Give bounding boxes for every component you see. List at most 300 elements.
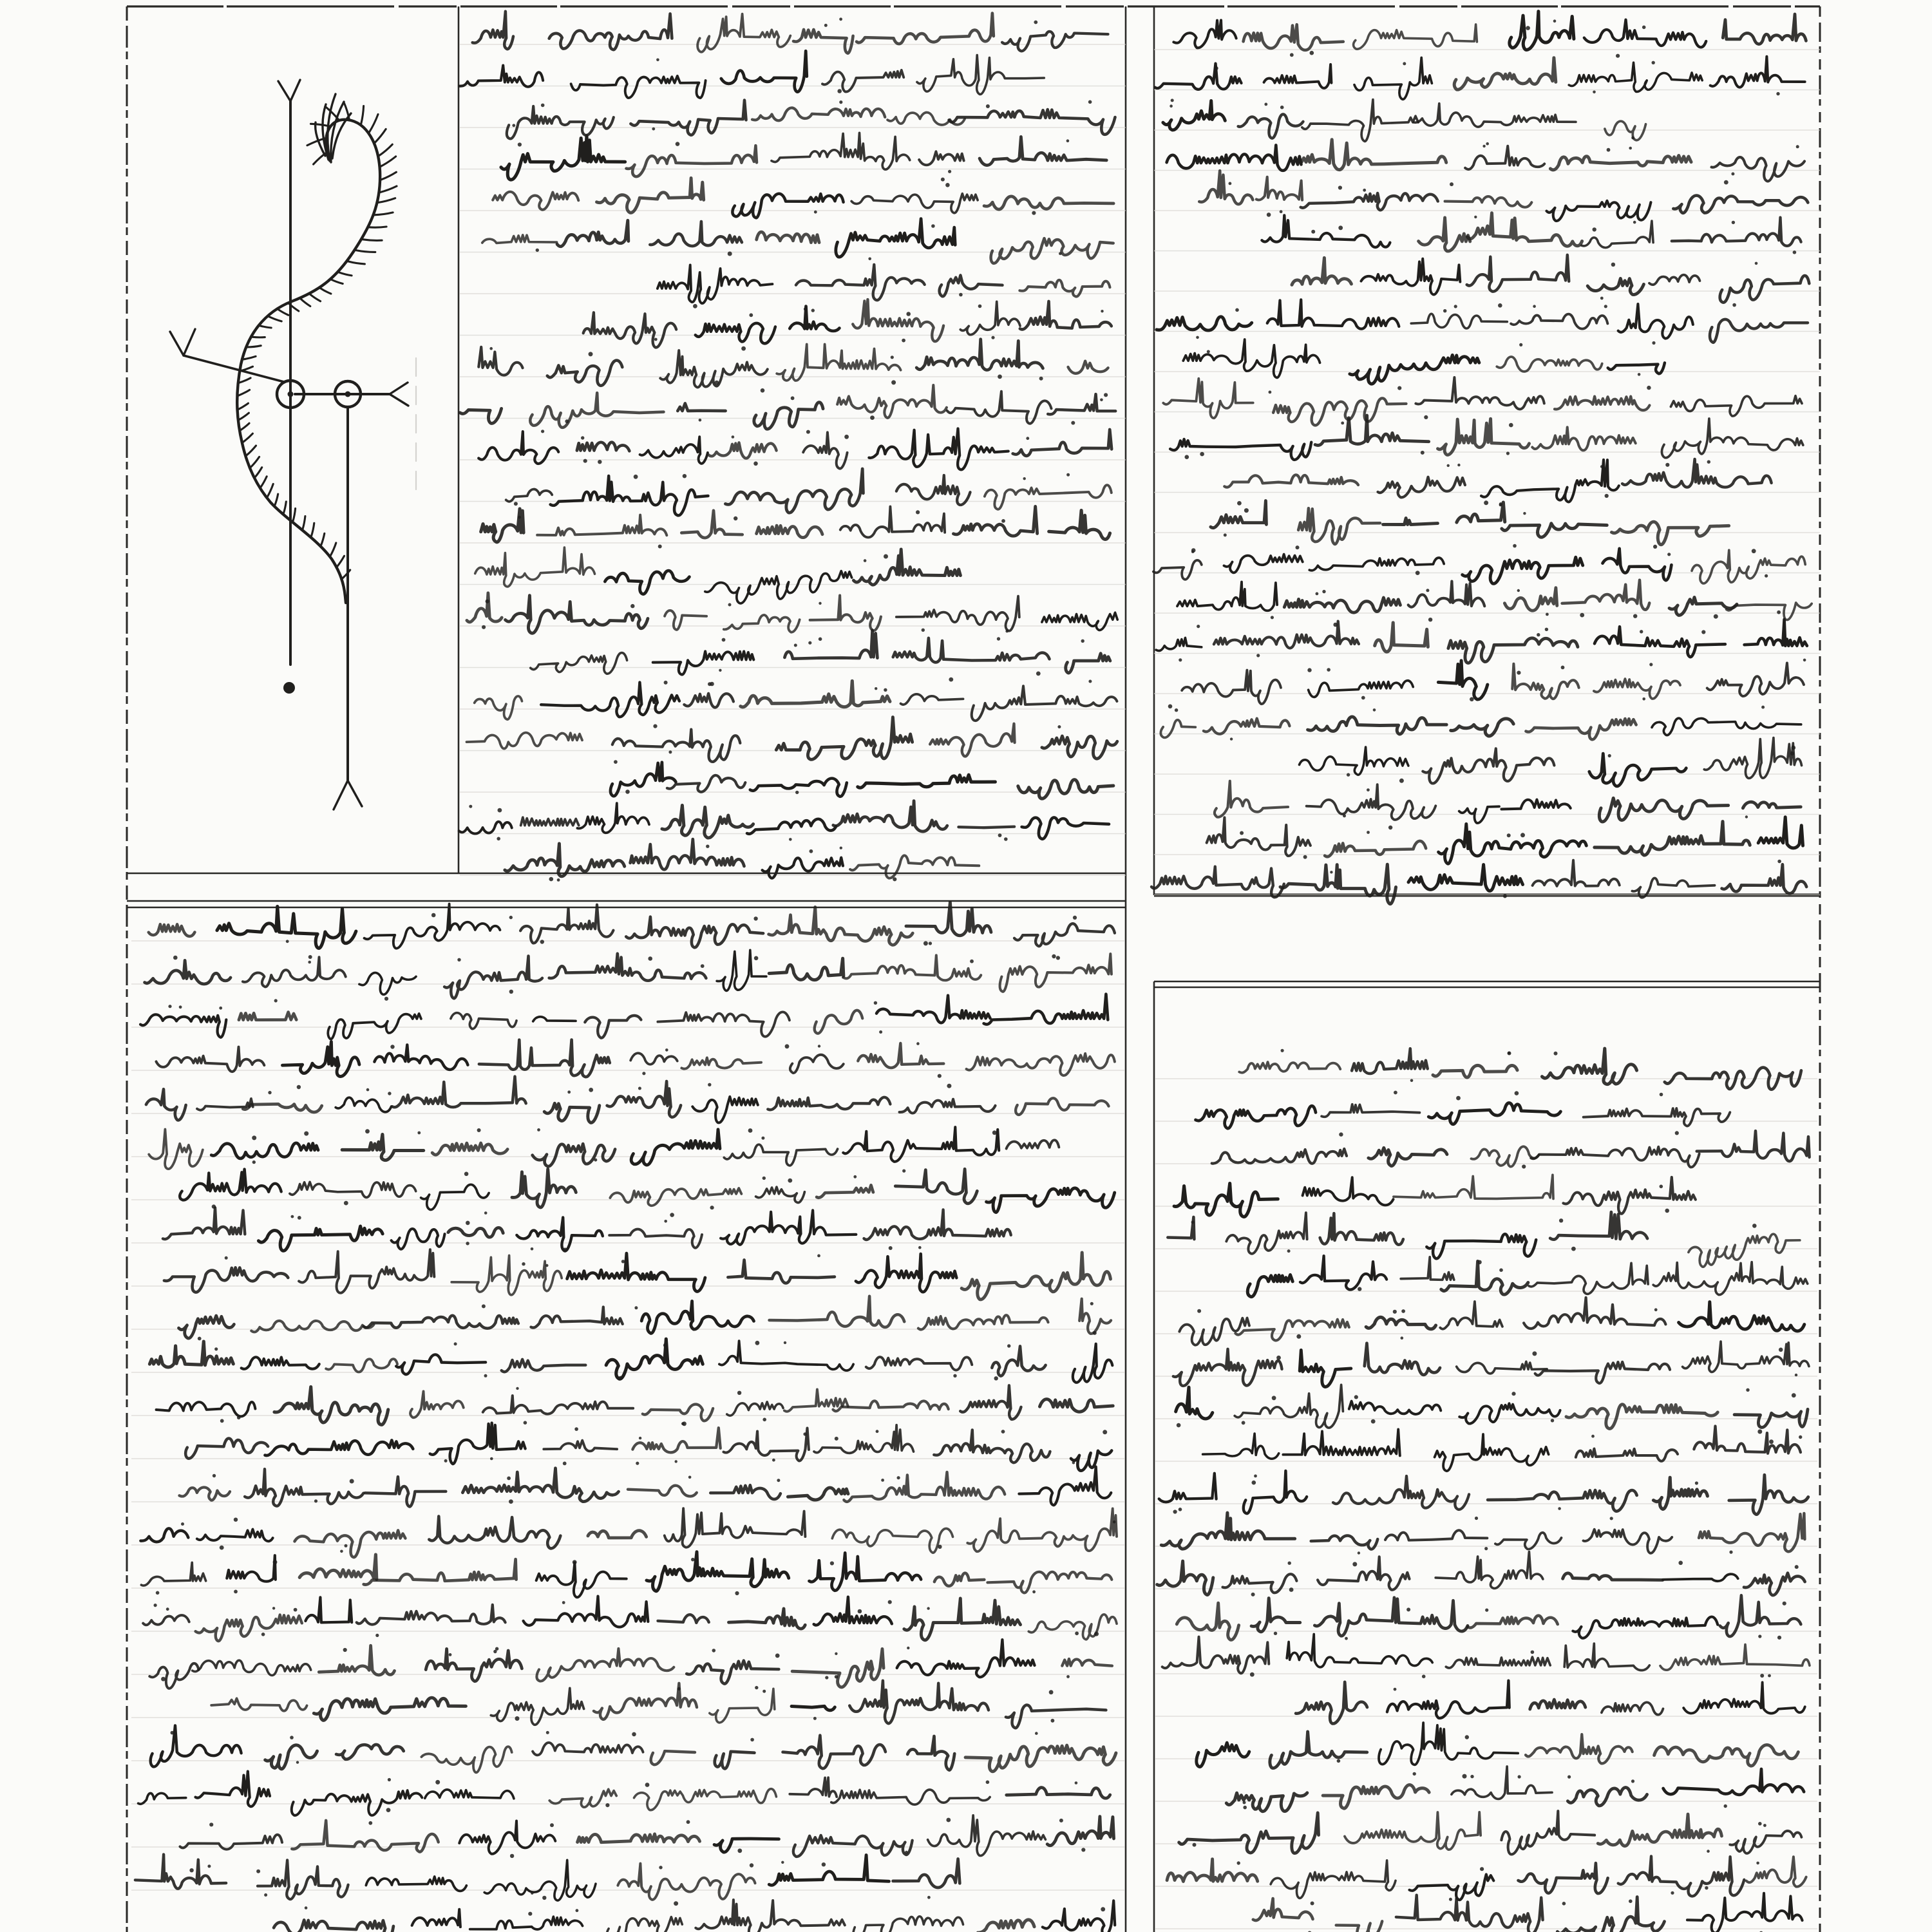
diacritic-dot	[1482, 145, 1485, 147]
handwriting-word	[609, 1229, 702, 1248]
handwriting-word	[719, 1341, 853, 1370]
handwriting-word	[1463, 557, 1583, 583]
handwriting-word	[754, 402, 823, 429]
diacritic-dot	[1752, 1224, 1757, 1228]
diacritic-dot	[681, 1422, 685, 1425]
handwriting-word	[840, 507, 945, 538]
handwriting-word	[357, 1605, 506, 1625]
handwriting-word	[626, 917, 763, 948]
handwriting-word	[980, 137, 1106, 165]
handwriting-word	[928, 1815, 1046, 1856]
handwriting-word	[1595, 627, 1725, 657]
diacritic-dot	[1795, 1565, 1799, 1569]
handwriting-word	[265, 1440, 413, 1455]
handwriting-word	[421, 1747, 511, 1772]
handwriting-word	[1576, 1449, 1678, 1461]
handwriting-word	[1375, 623, 1428, 652]
handwriting-word	[1529, 1263, 1648, 1294]
serpent-hatch-tick	[247, 346, 261, 347]
handwriting-word	[571, 76, 706, 98]
handwriting-word	[1048, 394, 1115, 414]
diacritic-dot	[748, 1128, 753, 1133]
diacritic-dot	[1604, 305, 1607, 308]
diacritic-dot	[753, 916, 757, 920]
diacritic-dot	[1519, 343, 1522, 346]
handwriting-word	[1321, 1104, 1419, 1117]
handwriting-word	[326, 1359, 397, 1372]
diacritic-dot	[706, 845, 709, 848]
diacritic-dot	[844, 435, 849, 439]
handwriting-word	[1226, 1793, 1307, 1812]
handwriting-word	[1071, 1450, 1112, 1470]
diacritic-dot	[1075, 1631, 1079, 1635]
handwriting-word	[557, 220, 629, 246]
handwriting-word	[612, 730, 740, 762]
handwriting-word	[1047, 1817, 1113, 1846]
diacritic-dot	[1768, 1674, 1771, 1678]
handwriting-word	[978, 1920, 1034, 1932]
diacritic-dot	[1475, 1517, 1478, 1520]
diacritic-dot	[1484, 500, 1488, 505]
handwriting-word	[833, 1401, 949, 1411]
diacritic-dot	[1470, 697, 1474, 702]
handwriting-word	[578, 1834, 700, 1842]
handwriting-word	[336, 1097, 392, 1112]
handwriting-word	[1296, 1682, 1367, 1724]
diacritic-dot	[1485, 1609, 1488, 1612]
handwriting-word	[196, 1772, 270, 1807]
handwriting-word	[531, 653, 627, 674]
handwriting-word	[1173, 1349, 1282, 1386]
handwriting-word	[961, 1253, 1110, 1300]
handwriting-word	[1448, 638, 1578, 663]
handwriting-word	[893, 638, 1050, 663]
diacritic-dot	[1072, 1461, 1075, 1464]
diacritic-dot	[444, 1459, 448, 1463]
diacritic-dot	[1756, 1862, 1759, 1865]
handwriting-word	[967, 1054, 1115, 1075]
handwriting-word	[769, 958, 844, 980]
diacritic-dot	[296, 1761, 299, 1763]
handwriting-word	[1300, 1256, 1387, 1289]
diacritic-dot	[1605, 494, 1609, 498]
handwriting-word	[1197, 1743, 1249, 1766]
handwriting-word	[1563, 1177, 1695, 1214]
handwriting-word	[1215, 781, 1288, 817]
handwriting-word	[1016, 1098, 1108, 1115]
diacritic-dot	[931, 224, 935, 228]
diacritic-dot	[1388, 826, 1392, 829]
diacritic-dot	[581, 436, 584, 439]
handwriting-word	[1264, 64, 1332, 88]
diacritic-dot	[654, 338, 658, 341]
handwriting-word	[628, 1486, 697, 1497]
handwriting-word	[1396, 1895, 1543, 1932]
handwriting-word	[696, 323, 775, 344]
handwriting-word	[533, 1144, 615, 1166]
diacritic-dot	[314, 1499, 317, 1502]
serpent-hatch-tick	[361, 106, 364, 124]
text-column-top-right	[1151, 12, 1820, 904]
diacritic-dot	[1394, 1688, 1397, 1691]
diacritic-dot	[1229, 182, 1232, 185]
handwriting-word	[1177, 1603, 1238, 1640]
diacritic-dot	[1001, 519, 1005, 523]
diacritic-dot	[189, 1868, 193, 1872]
handwriting-word	[1564, 1643, 1649, 1671]
diacritic-dot	[1416, 571, 1420, 575]
handwriting-word	[1595, 822, 1750, 855]
handwriting-word	[1510, 12, 1574, 50]
handwriting-word	[1439, 824, 1587, 864]
handwriting-word	[681, 511, 742, 538]
handwriting-word	[1745, 620, 1807, 646]
diacritic-dot	[1760, 1674, 1764, 1678]
handwriting-word	[1445, 196, 1532, 207]
handwriting-word	[156, 1047, 264, 1072]
handwriting-word	[1000, 954, 1112, 992]
diacritic-dot	[853, 1175, 857, 1179]
diacritic-dot	[675, 1460, 677, 1463]
handwriting-word	[658, 1012, 790, 1036]
diacritic-dot	[922, 629, 925, 632]
handwriting-word	[653, 651, 754, 674]
diacritic-dot	[888, 1600, 892, 1604]
handwriting-word	[1022, 817, 1109, 838]
handwriting-word	[1612, 522, 1729, 544]
diacritic-dot	[1032, 1590, 1036, 1593]
handwriting-word	[396, 1354, 486, 1374]
handwriting-word	[741, 681, 890, 707]
handwriting-word	[626, 146, 757, 176]
handwriting-word	[697, 14, 790, 52]
diacritic-dot	[1337, 1759, 1341, 1763]
diacritic-dot	[1498, 303, 1502, 308]
diacritic-dot	[1367, 788, 1370, 791]
diacritic-dot	[490, 1457, 493, 1461]
diacritic-dot	[794, 644, 797, 647]
diacritic-dot	[1642, 697, 1645, 701]
handwriting-word	[965, 1745, 1116, 1772]
handwriting-word	[1002, 32, 1108, 51]
handwriting-word	[1679, 1302, 1804, 1331]
serpent-hatch-tick	[269, 316, 281, 321]
diacritic-dot	[884, 554, 888, 559]
diacritic-dot	[875, 687, 877, 690]
handwriting-word	[1710, 57, 1805, 88]
handwriting-word	[1244, 1471, 1307, 1513]
handwriting-word	[180, 1487, 231, 1500]
diacritic-dot	[1250, 1672, 1255, 1677]
diacritic-dot	[1401, 1309, 1405, 1313]
diacritic-dot	[1394, 1091, 1397, 1095]
diacritic-dot	[234, 1518, 238, 1522]
diacritic-dot	[1562, 1902, 1566, 1906]
handwriting-word	[810, 596, 881, 631]
diacritic-dot	[1267, 213, 1271, 217]
handwriting-word	[1271, 1861, 1396, 1899]
diacritic-dot	[305, 1906, 308, 1909]
handwriting-word	[1408, 865, 1523, 891]
handwriting-word	[1267, 299, 1399, 328]
diacritic-dot	[699, 419, 702, 422]
handwriting-word	[1079, 1299, 1111, 1334]
handwriting-word	[1066, 654, 1110, 673]
diacritic-dot	[209, 1823, 213, 1826]
handwriting-word	[1722, 864, 1807, 893]
diacritic-dot	[907, 1647, 909, 1649]
diacritic-dot	[1036, 672, 1041, 676]
handwriting-word	[1457, 502, 1505, 522]
diacritic-dot	[464, 1172, 469, 1177]
diacritic-dot	[1057, 725, 1061, 728]
handwriting-word	[717, 950, 766, 990]
diacritic-dot	[879, 1030, 882, 1034]
handwriting-word	[853, 549, 960, 585]
diacritic-dot	[466, 1221, 470, 1226]
diacritic-dot	[1454, 305, 1457, 308]
handwriting-word	[1573, 1617, 1718, 1638]
serpent-hatch-tick	[260, 326, 271, 328]
diacritic-dot	[1731, 173, 1734, 176]
diacritic-dot	[636, 1462, 639, 1465]
diacritic-dot	[1103, 1430, 1107, 1434]
diacritic-dot	[1185, 455, 1189, 459]
handwriting-word	[1162, 1637, 1269, 1674]
diacritic-dot	[1175, 708, 1178, 712]
handwriting-word	[1361, 259, 1460, 295]
diacritic-dot	[1363, 189, 1366, 192]
handwriting-word	[1168, 1217, 1194, 1239]
diacritic-dot	[1101, 310, 1103, 312]
diacritic-dot	[563, 1462, 567, 1466]
handwriting-word	[1352, 1048, 1428, 1074]
handwriting-word	[849, 1681, 989, 1723]
diacritic-dot	[213, 1474, 216, 1477]
handwriting-word	[1018, 780, 1113, 799]
diacritic-dot	[1280, 106, 1284, 109]
handwriting-word	[1594, 679, 1680, 699]
diacritic-dot	[642, 1072, 645, 1075]
diacritic-dot	[1517, 671, 1520, 675]
handwriting-word	[887, 113, 965, 125]
handwriting-word	[412, 1909, 460, 1927]
diacritic-dot	[469, 805, 472, 808]
serpent-hatch-tick	[240, 423, 249, 430]
handwriting-word	[687, 1661, 779, 1684]
diacritic-dot	[645, 1783, 650, 1787]
handwriting-word	[475, 547, 595, 587]
handwriting-word	[588, 1531, 647, 1538]
handwriting-word	[140, 1528, 188, 1542]
diacritic-dot	[1170, 104, 1173, 108]
diacritic-dot	[1631, 1779, 1634, 1783]
serpent-hatch-tick	[348, 261, 365, 264]
diacritic-dot	[589, 352, 593, 356]
handwriting-word	[460, 408, 501, 423]
diacritic-dot	[482, 1304, 486, 1308]
handwriting-word	[1697, 1131, 1810, 1161]
handwriting-word	[1411, 314, 1507, 328]
diacritic-dot	[1252, 1481, 1256, 1485]
handwriting-word	[606, 1339, 703, 1379]
serpent-hatch-tick	[375, 129, 386, 142]
diacritic-dot	[524, 1421, 527, 1425]
diacritic-dot	[1571, 1247, 1576, 1251]
diacritic-dot	[1200, 452, 1204, 457]
handwriting-word	[729, 1609, 806, 1629]
diacritic-dot	[785, 1044, 790, 1048]
handwritten-text-panels	[131, 12, 1820, 1932]
handwriting-word	[844, 1472, 1005, 1502]
handwriting-word	[243, 957, 346, 987]
handwriting-word	[530, 393, 663, 428]
diacritic-dot	[906, 312, 911, 316]
diacritic-dot	[493, 1650, 497, 1653]
diacritic-dot	[1758, 1822, 1762, 1826]
diacritic-dot	[893, 877, 896, 881]
diacritic-dot	[384, 997, 388, 1001]
diacritic-dot	[1193, 1843, 1197, 1847]
diacritic-dot	[927, 1607, 929, 1609]
serpent-hatch-tick	[241, 366, 253, 371]
diacritic-dot	[1559, 1218, 1563, 1222]
handwriting-word	[336, 1745, 404, 1759]
handwriting-word	[227, 1555, 276, 1581]
diacritic-dot	[1470, 1775, 1473, 1778]
diacritic-dot	[761, 388, 765, 393]
diacritic-dot	[298, 1216, 301, 1220]
handwriting-word	[1179, 1813, 1319, 1853]
handwriting-word	[1683, 1682, 1805, 1713]
diacritic-dot	[1799, 1435, 1802, 1439]
handwriting-word	[1354, 24, 1477, 49]
diacritic-dot	[1397, 386, 1401, 390]
diacritic-dot	[1290, 53, 1294, 57]
diacritic-dot	[1230, 737, 1233, 740]
diacritic-dot	[1361, 696, 1365, 700]
diacritic-dot	[1793, 251, 1797, 254]
handwriting-word	[1532, 427, 1635, 450]
diacritic-dot	[1090, 1302, 1094, 1305]
serpent-hatch-tick	[261, 477, 267, 488]
handwriting-word	[1501, 800, 1570, 810]
diacritic-dot	[1426, 589, 1429, 592]
handwriting-word	[930, 724, 1014, 757]
diacritic-dot	[670, 1213, 674, 1217]
diacritic-dot	[1518, 1775, 1521, 1778]
handwriting-word	[732, 194, 843, 218]
diacritic-dot	[1763, 1824, 1766, 1827]
handwriting-word	[837, 385, 947, 418]
handwriting-word	[815, 1010, 863, 1034]
diacritic-dot	[375, 1634, 379, 1637]
handwriting-word	[1161, 1513, 1294, 1549]
diacritic-dot	[762, 1177, 766, 1180]
diacritic-dot	[997, 637, 1000, 640]
handwriting-word	[747, 819, 836, 834]
diacritic-dot	[1343, 814, 1346, 817]
diacritic-dot	[1341, 422, 1344, 425]
diacritic-dot	[777, 1479, 780, 1482]
handwriting-word	[1468, 213, 1582, 246]
handwriting-word	[1378, 477, 1465, 498]
handwriting-word	[843, 955, 981, 980]
handwriting-word	[524, 1596, 649, 1627]
diacritic-dot	[1056, 956, 1060, 960]
diacritic-dot	[1410, 1079, 1414, 1083]
diacritic-dot	[256, 1870, 260, 1873]
diacritic-dot	[1347, 773, 1350, 776]
handwriting-word	[505, 844, 625, 876]
diacritic-dot	[1254, 1475, 1257, 1478]
handwriting-word	[392, 1229, 445, 1249]
diacritic-dot	[630, 604, 634, 608]
diacritic-dot	[737, 1391, 741, 1395]
diacritic-dot	[1777, 1636, 1781, 1640]
handwriting-word	[197, 1530, 273, 1542]
handwriting-word	[1159, 1473, 1217, 1502]
diacritic-dot	[1783, 1602, 1786, 1605]
diacritic-dot	[512, 124, 515, 127]
handwriting-word	[594, 1683, 697, 1719]
diacritic-dot	[1546, 613, 1549, 616]
handwriting-word	[1223, 1574, 1297, 1593]
diacritic-dot	[290, 1736, 294, 1739]
diacritic-dot	[1695, 1481, 1698, 1484]
diacritic-dot	[916, 510, 920, 514]
handwriting-word	[1042, 612, 1117, 630]
handwriting-word	[1383, 518, 1437, 525]
diacritic-dot	[1480, 1867, 1484, 1871]
serpent-hatch-tick	[363, 240, 383, 241]
serpent-hatch-tick	[239, 413, 249, 420]
diacritic-dot	[1600, 297, 1604, 300]
diacritic-dot	[1371, 1419, 1376, 1424]
diacritic-dot	[1724, 180, 1728, 185]
diacritic-dot	[978, 305, 982, 308]
handwriting-word	[684, 694, 734, 708]
handwriting-word	[1566, 1405, 1718, 1429]
serpent-hatch-tick	[247, 446, 256, 455]
diacritic-dot	[171, 1731, 175, 1735]
diacritic-dot	[755, 1686, 758, 1689]
handwriting-word	[1622, 459, 1772, 488]
diacritic-dot	[874, 1001, 877, 1005]
diacritic-dot	[1088, 100, 1092, 104]
handwriting-word	[803, 432, 847, 468]
diacritic-dot	[781, 1861, 784, 1864]
handwriting-word	[484, 1860, 596, 1900]
handwriting-word	[662, 806, 753, 838]
serpent-hatch-tick	[310, 294, 320, 301]
serpent-hatch-tick	[238, 390, 250, 395]
diacritic-dot	[858, 1609, 862, 1614]
diacritic-dot	[1338, 225, 1343, 230]
handwriting-word	[710, 1485, 781, 1499]
handwriting-word	[1569, 62, 1702, 91]
diacritic-dot	[1653, 545, 1657, 549]
diacritic-dot	[1509, 423, 1513, 428]
handwriting-word	[1270, 1732, 1367, 1768]
diacritic-dot	[1269, 391, 1272, 394]
handwriting-word	[1028, 1615, 1117, 1640]
handwriting-word	[506, 489, 553, 502]
diacritic-dot	[754, 956, 759, 961]
diacritic-dot	[1281, 1049, 1284, 1052]
diacritic-dot	[1647, 386, 1651, 390]
handwriting-word	[1311, 1535, 1378, 1549]
